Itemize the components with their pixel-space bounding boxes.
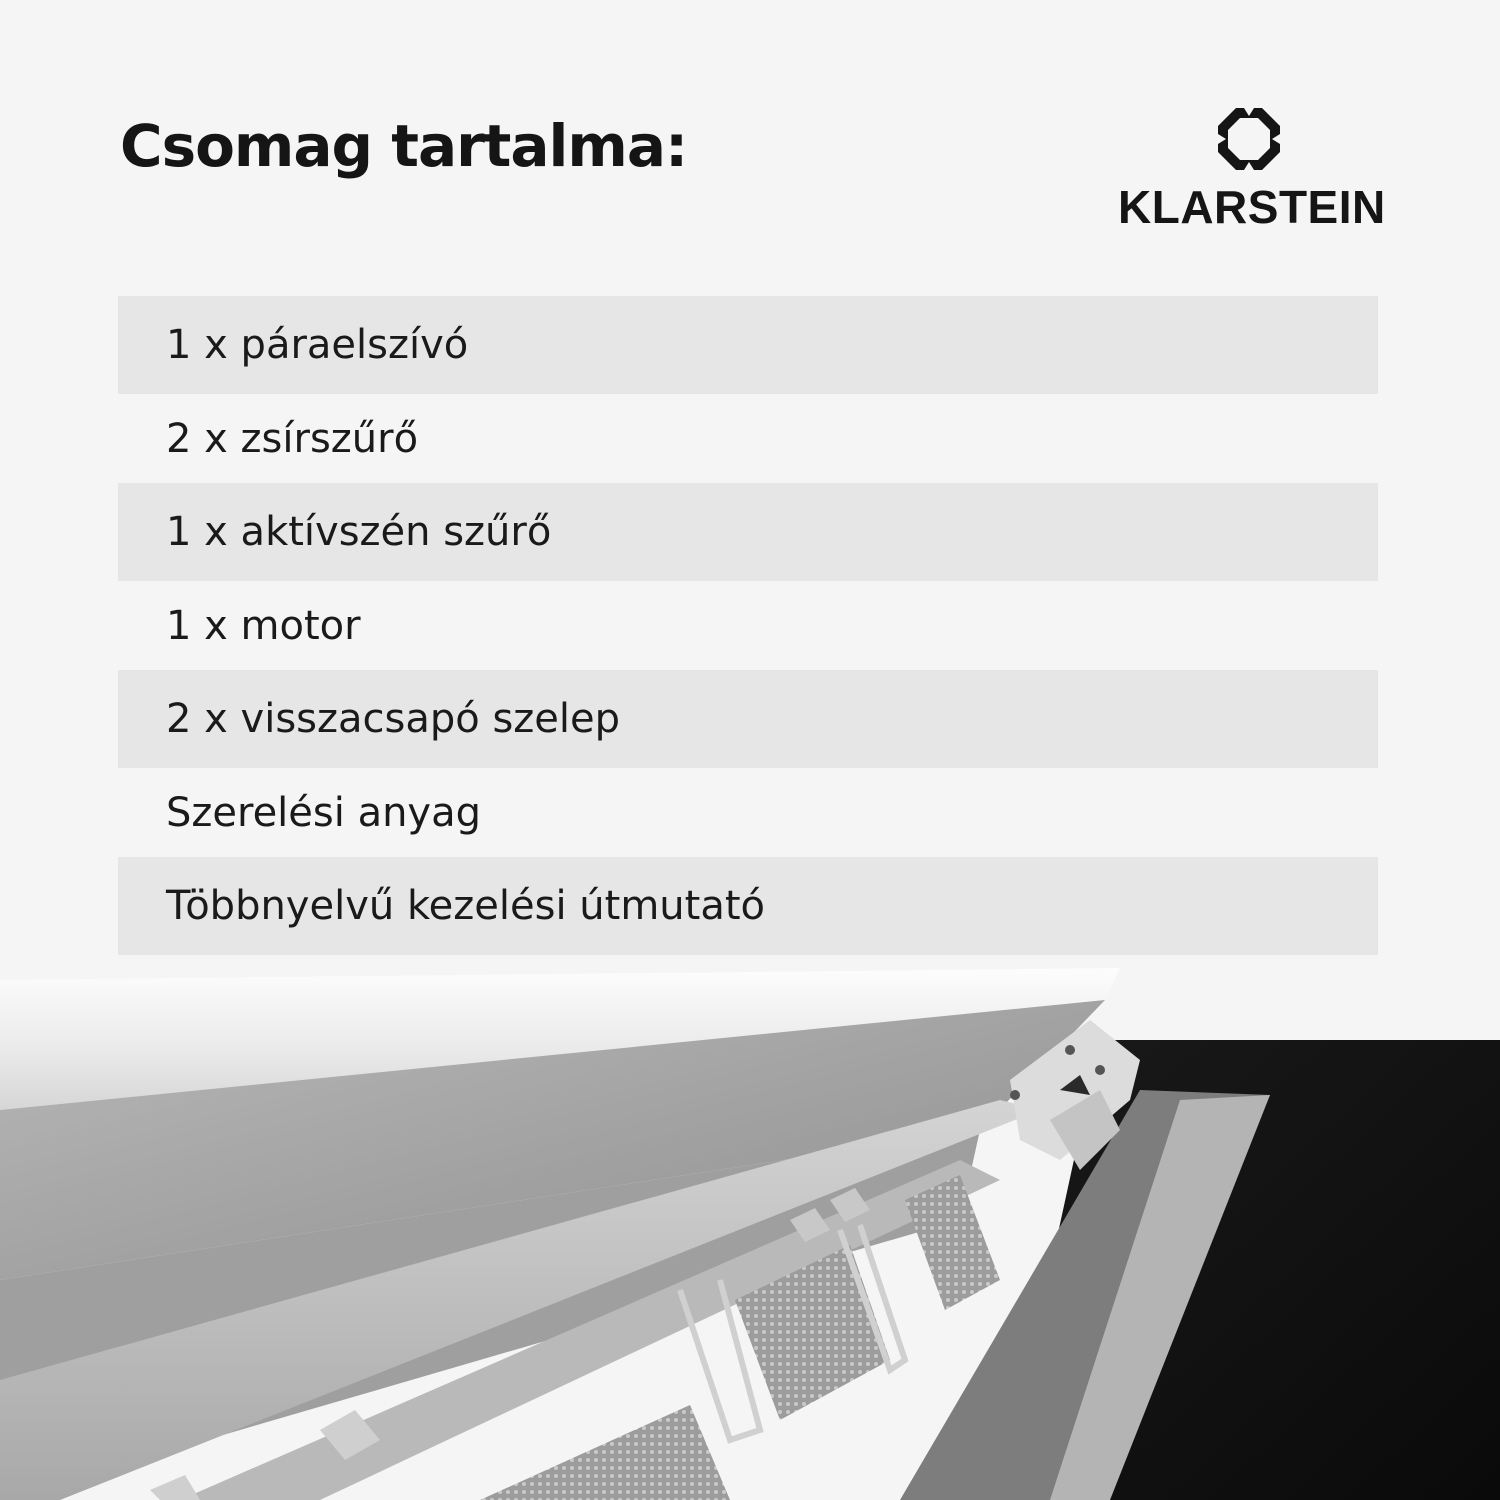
list-item: 1 x aktívszén szűrő: [118, 483, 1378, 581]
klarstein-logo-mark-icon: [1218, 108, 1280, 170]
page-title: Csomag tartalma:: [120, 112, 688, 180]
list-item: 1 x páraelszívó: [118, 296, 1378, 394]
list-item: Szerelési anyag: [166, 789, 481, 836]
brand-logo: [1118, 108, 1386, 234]
list-item: 2 x visszacsapó szelep: [118, 670, 1378, 768]
brand-name: KLARSTEIN: [1118, 181, 1386, 233]
list-item: Többnyelvű kezelési útmutató: [118, 857, 1378, 955]
list-item: 1 x motor: [166, 602, 361, 649]
list-item: 2 x zsírszűrő: [166, 415, 419, 462]
package-contents-list: [118, 296, 1378, 955]
range-hood-product-image: [0, 960, 1500, 1500]
